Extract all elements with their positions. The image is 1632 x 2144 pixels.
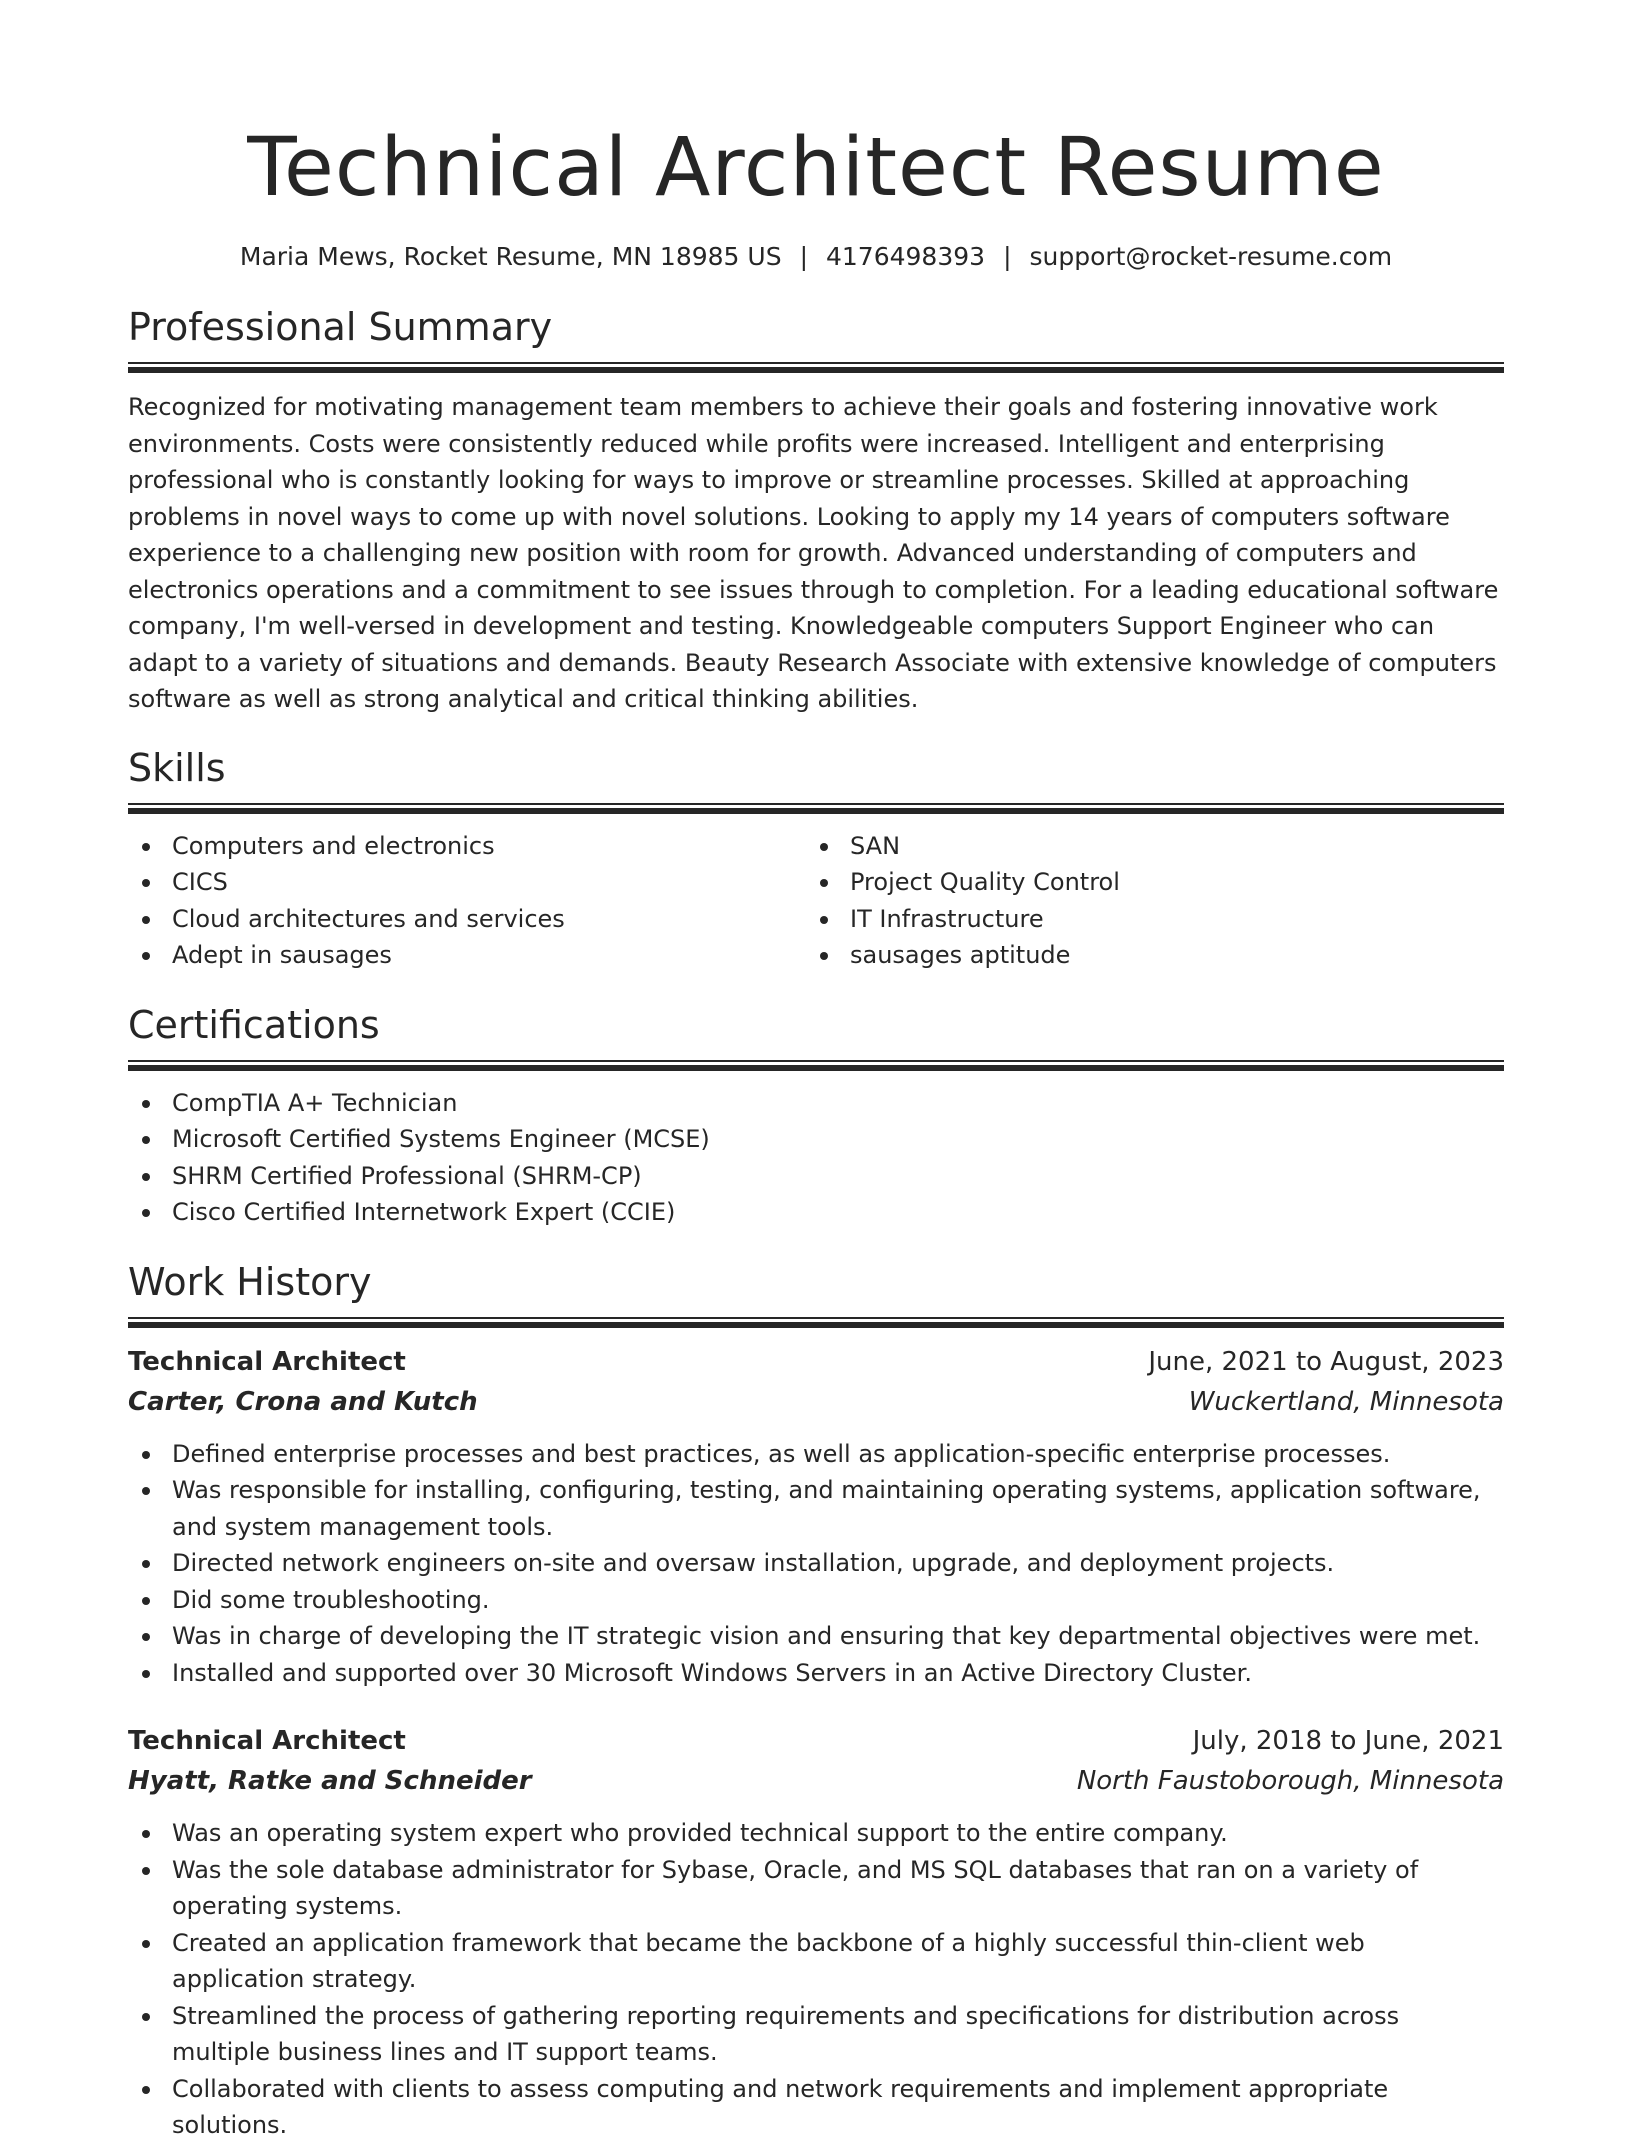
job-duties-list: [128, 1815, 1504, 2144]
skill-item: IT Infrastructure: [806, 901, 1484, 938]
job-duty-item: Was in charge of developing the IT strategic vision and ensuring that key departmental objectives were met.: [128, 1618, 1504, 1655]
certification-item: Microsoft Certified Systems Engineer (MCSE): [128, 1121, 1504, 1158]
skill-item: Adept in sausages: [128, 937, 806, 974]
job-duty-item: Was responsible for installing, configuring, testing, and maintaining operating systems, application software, and system management tools.: [128, 1472, 1504, 1545]
resume-title: Technical Architect Resume: [247, 121, 1385, 215]
skill-item: Computers and electronics: [128, 828, 806, 865]
job-duty-item: Streamlined the process of gathering reporting requirements and specifications for distribution across multiple business lines and IT support teams.: [128, 1998, 1504, 2071]
job-duty-item: Installed and supported over 30 Microsoft Windows Servers in an Active Directory Cluster.: [128, 1655, 1504, 1692]
job-subheader-row: [128, 1382, 1504, 1422]
contact-info: [128, 240, 1504, 274]
job-entry: [128, 1721, 1504, 2144]
job-location: North Faustoborough, Minnesota: [1076, 1766, 1504, 1796]
job-duties-list: [128, 1436, 1504, 1692]
skills-section: [128, 743, 1504, 974]
job-entry: [128, 1342, 1504, 1692]
job-duty-item: Was the sole database administrator for Sybase, Oracle, and MS SQL databases that ran on a variety of operating systems.: [128, 1852, 1504, 1925]
job-subheader-row: [128, 1761, 1504, 1801]
job-duty-item: Created an application framework that became the backbone of a highly successful thin-client web application strategy.: [128, 1925, 1504, 1998]
job-duty-item: Defined enterprise processes and best practices, as well as application-specific enterprise processes.: [128, 1436, 1504, 1473]
job-header-row: [128, 1721, 1504, 1761]
skills-column-right: [806, 828, 1484, 974]
work-history-section: [128, 1257, 1504, 2144]
certifications-section: [128, 1000, 1504, 1231]
section-divider: [128, 803, 1504, 814]
job-duty-item: Did some troubleshooting.: [128, 1582, 1504, 1619]
contact-separator: |: [1003, 242, 1012, 271]
contact-separator: |: [799, 242, 808, 271]
job-dates: July, 2018 to June, 2021: [1192, 1726, 1504, 1756]
summary-text: Recognized for motivating management team members to achieve their goals and fostering innovative work environments. Costs were consistently reduced while profits were increased. Intelligent and enterprising professional who is constantly looking for ways to improve or streamline processes. Skilled at approaching problems in novel ways to come up with novel solutions. Looking to apply my 14 years of computers software experience to a challenging new position with room for growth. Advanced understanding of computers and electronics operations and a commitment to see issues through to completion. For a leading educational software company, I'm well-versed in development and testing. Knowledgeable computers Support Engineer who can adapt to a variety of situations and demands. Beauty Research Associate with extensive knowledge of computers software as well as strong analytical and critical thinking abilities.: [128, 393, 1499, 713]
job-title: Technical Architect: [128, 1346, 406, 1377]
summary-section: [128, 302, 1504, 718]
section-divider: [128, 1317, 1504, 1328]
skill-item: sausages aptitude: [806, 937, 1484, 974]
certifications-heading: Certifications: [128, 1002, 380, 1047]
certification-item: Cisco Certified Internetwork Expert (CCIE): [128, 1194, 1504, 1231]
job-location: Wuckertland, Minnesota: [1188, 1386, 1504, 1417]
section-divider: [128, 1060, 1504, 1071]
certifications-list: [128, 1085, 1504, 1231]
certification-item: SHRM Certified Professional (SHRM-CP): [128, 1158, 1504, 1195]
job-company: Hyatt, Ratke and Schneider: [128, 1766, 532, 1796]
job-company: Carter, Crona and Kutch: [128, 1386, 478, 1417]
summary-heading: Professional Summary: [128, 305, 553, 349]
skill-item: CICS: [128, 864, 806, 901]
skill-item: Project Quality Control: [806, 864, 1484, 901]
contact-address: Maria Mews, Rocket Resume, MN 18985 US: [239, 242, 782, 271]
job-header-row: [128, 1342, 1504, 1382]
resume-page: [128, 0, 1504, 2144]
section-divider: [128, 362, 1504, 373]
work-history-heading: Work History: [128, 1259, 372, 1304]
skills-heading: Skills: [128, 745, 226, 790]
job-title: Technical Architect: [128, 1726, 406, 1756]
job-duty-item: Collaborated with clients to assess computing and network requirements and implement appropriate solutions.: [128, 2071, 1504, 2144]
job-dates: June, 2021 to August, 2023: [1148, 1346, 1504, 1377]
skill-item: Cloud architectures and services: [128, 901, 806, 938]
job-duty-item: Was an operating system expert who provided technical support to the entire company.: [128, 1815, 1504, 1852]
contact-phone: 4176498393: [826, 242, 986, 271]
contact-email[interactable]: support@rocket-resume.com: [1029, 242, 1393, 271]
skill-item: SAN: [806, 828, 1484, 865]
job-duty-item: Directed network engineers on-site and oversaw installation, upgrade, and deployment projects.: [128, 1545, 1504, 1582]
skills-list: [128, 828, 1504, 974]
certification-item: CompTIA A+ Technician: [128, 1085, 1504, 1122]
skills-column-left: [128, 828, 806, 974]
